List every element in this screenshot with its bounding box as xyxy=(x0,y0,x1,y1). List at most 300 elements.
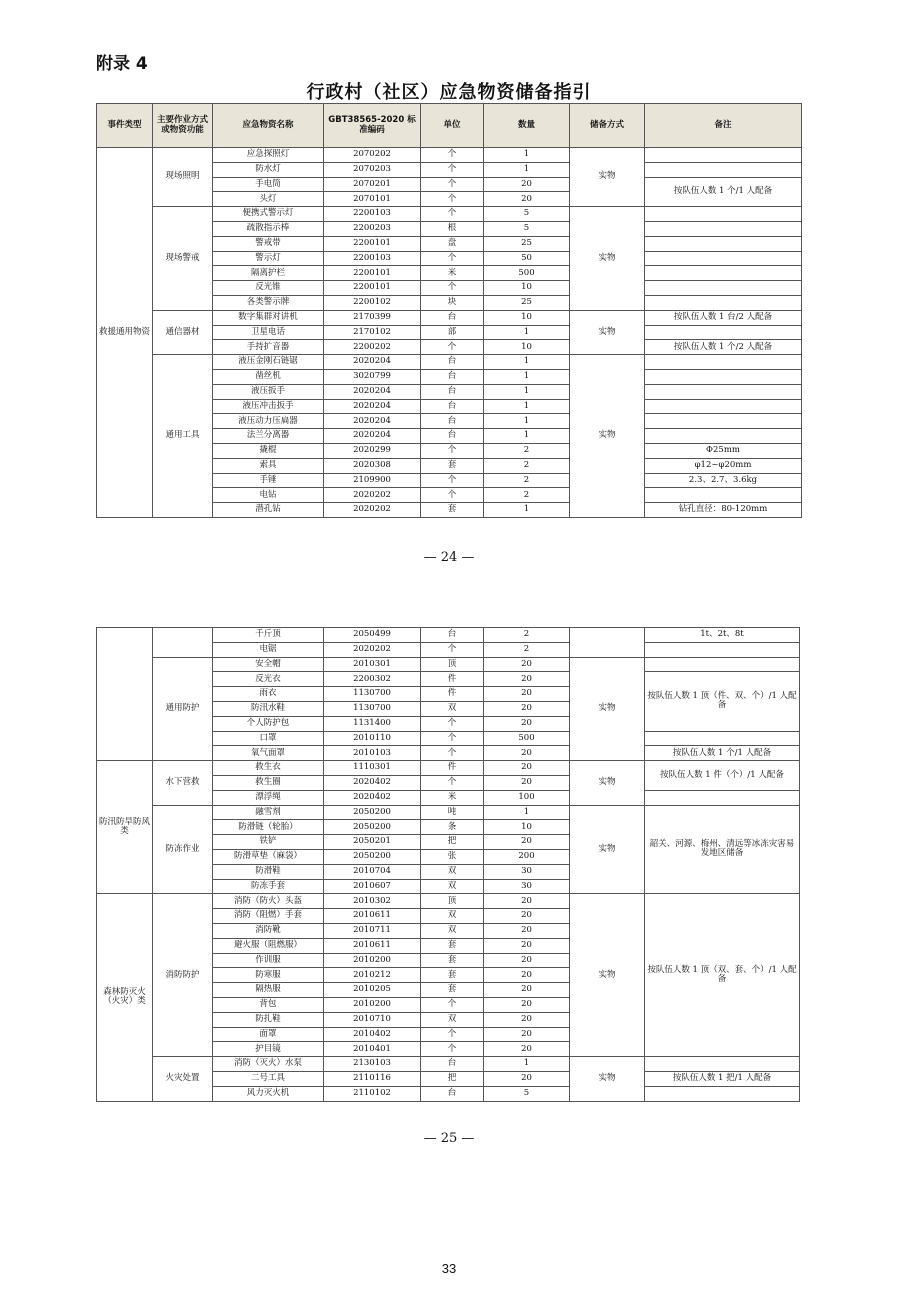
quantity-cell: 1 xyxy=(484,399,570,414)
standard-code-cell: 2010611 xyxy=(324,938,421,953)
table-body xyxy=(97,148,802,518)
method-cell: 现场照明 xyxy=(153,148,213,207)
quantity-cell: 20 xyxy=(484,657,570,672)
standard-code-cell: 2070203 xyxy=(324,162,421,177)
unit-cell: 件 xyxy=(421,761,484,776)
remark-cell xyxy=(645,657,800,672)
quantity-cell: 20 xyxy=(484,177,570,192)
method-cell: 消防防护 xyxy=(153,894,213,1057)
material-name-cell: 法兰分离器 xyxy=(213,429,324,444)
unit-cell: 件 xyxy=(421,672,484,687)
standard-code-cell: 2200101 xyxy=(324,281,421,296)
quantity-cell: 50 xyxy=(484,251,570,266)
unit-cell: 条 xyxy=(421,820,484,835)
material-name-cell: 防滑草垫（麻袋） xyxy=(213,849,324,864)
material-name-cell: 背包 xyxy=(213,997,324,1012)
material-name-cell: 消防（灭火）水泵 xyxy=(213,1057,324,1072)
remark-cell xyxy=(645,399,802,414)
remark-cell xyxy=(645,369,802,384)
material-name-cell: 撬棍 xyxy=(213,443,324,458)
remark-cell xyxy=(645,325,802,340)
unit-cell: 台 xyxy=(421,1057,484,1072)
standard-code-cell: 2200103 xyxy=(324,251,421,266)
quantity-cell: 20 xyxy=(484,953,570,968)
quantity-cell: 10 xyxy=(484,310,570,325)
remark-cell xyxy=(645,207,802,222)
remark-cell: 按队伍人数 1 件（个）/1 人配备 xyxy=(645,761,800,791)
unit-cell: 双 xyxy=(421,1012,484,1027)
material-name-cell: 消防（防火）头盔 xyxy=(213,894,324,909)
material-name-cell: 液压扳手 xyxy=(213,384,324,399)
quantity-cell: 1 xyxy=(484,429,570,444)
unit-cell: 双 xyxy=(421,909,484,924)
remark-cell xyxy=(645,642,800,657)
unit-cell: 个 xyxy=(421,716,484,731)
unit-cell: 个 xyxy=(421,731,484,746)
material-name-cell: 救生衣 xyxy=(213,761,324,776)
unit-cell: 个 xyxy=(421,162,484,177)
storage-mode-cell: 实物 xyxy=(570,761,645,805)
material-name-cell: 防冻手套 xyxy=(213,879,324,894)
quantity-cell: 20 xyxy=(484,894,570,909)
unit-cell: 个 xyxy=(421,281,484,296)
table-row xyxy=(97,894,800,909)
standard-code-cell: 2020204 xyxy=(324,384,421,399)
material-name-cell: 氧气面罩 xyxy=(213,746,324,761)
materials-table-part2 xyxy=(96,627,800,1102)
unit-cell: 部 xyxy=(421,325,484,340)
quantity-cell: 2 xyxy=(484,458,570,473)
unit-cell: 双 xyxy=(421,701,484,716)
page-number-25: — 25 — xyxy=(423,1131,475,1146)
standard-code-cell: 2200102 xyxy=(324,295,421,310)
quantity-cell: 1 xyxy=(484,148,570,163)
quantity-cell: 20 xyxy=(484,983,570,998)
standard-code-cell: 2020204 xyxy=(324,429,421,444)
method-cell: 通用工具 xyxy=(153,355,213,518)
unit-cell: 个 xyxy=(421,473,484,488)
unit-cell: 根 xyxy=(421,221,484,236)
material-name-cell: 防滑鞋 xyxy=(213,864,324,879)
standard-code-cell: 2130103 xyxy=(324,1057,421,1072)
remark-cell: 按队伍人数 1 个/1 人配备 xyxy=(645,177,802,207)
method-cell: 防冻作业 xyxy=(153,805,213,894)
appendix-label: 附录 4 xyxy=(96,54,148,74)
quantity-cell: 20 xyxy=(484,1012,570,1027)
standard-code-cell: 2020299 xyxy=(324,443,421,458)
remark-cell: 按队伍人数 1 顶（件、双、个）/1 人配备 xyxy=(645,672,800,731)
material-name-cell: 液压动力压扁器 xyxy=(213,414,324,429)
standard-code-cell: 3020799 xyxy=(324,369,421,384)
unit-cell: 个 xyxy=(421,192,484,207)
unit-cell: 套 xyxy=(421,938,484,953)
standard-code-cell: 2010205 xyxy=(324,983,421,998)
material-name-cell: 救生圈 xyxy=(213,775,324,790)
standard-code-cell: 2050200 xyxy=(324,820,421,835)
unit-cell: 台 xyxy=(421,1086,484,1101)
unit-cell: 双 xyxy=(421,864,484,879)
material-name-cell: 防扎鞋 xyxy=(213,1012,324,1027)
material-name-cell: 面罩 xyxy=(213,1027,324,1042)
table-header-row xyxy=(97,104,802,148)
quantity-cell: 200 xyxy=(484,849,570,864)
method-cell: 火灾处置 xyxy=(153,1057,213,1101)
material-name-cell: 二号工具 xyxy=(213,1071,324,1086)
quantity-cell: 20 xyxy=(484,835,570,850)
material-name-cell: 头灯 xyxy=(213,192,324,207)
material-name-cell: 手电筒 xyxy=(213,177,324,192)
material-name-cell: 隔热服 xyxy=(213,983,324,998)
storage-mode-cell: 实物 xyxy=(570,355,645,518)
unit-cell: 件 xyxy=(421,687,484,702)
material-name-cell: 雨衣 xyxy=(213,687,324,702)
unit-cell: 台 xyxy=(421,369,484,384)
quantity-cell: 10 xyxy=(484,340,570,355)
unit-cell: 套 xyxy=(421,503,484,518)
material-name-cell: 安全帽 xyxy=(213,657,324,672)
remark-cell: 钻孔直径：80-120mm xyxy=(645,503,802,518)
table-row xyxy=(97,805,800,820)
remark-cell xyxy=(645,384,802,399)
standard-code-cell: 2010704 xyxy=(324,864,421,879)
quantity-cell: 10 xyxy=(484,820,570,835)
remark-cell xyxy=(645,281,802,296)
unit-cell: 吨 xyxy=(421,805,484,820)
material-name-cell: 便携式警示灯 xyxy=(213,207,324,222)
remark-cell: 按队伍人数 1 顶（双、套、个）/1 人配备 xyxy=(645,894,800,1057)
unit-cell: 个 xyxy=(421,997,484,1012)
standard-code-cell: 2010103 xyxy=(324,746,421,761)
unit-cell: 米 xyxy=(421,266,484,281)
standard-code-cell: 2020202 xyxy=(324,488,421,503)
material-name-cell: 风力灭火机 xyxy=(213,1086,324,1101)
method-cell: 水下营救 xyxy=(153,761,213,805)
remark-cell: 按队伍人数 1 个/2 人配备 xyxy=(645,340,802,355)
material-name-cell: 融雪剂 xyxy=(213,805,324,820)
page-number-footer: 33 xyxy=(441,1261,457,1276)
table-body xyxy=(97,628,800,1102)
unit-cell: 顶 xyxy=(421,657,484,672)
header-standard-code: GBT38565-2020 标准编码 xyxy=(324,104,421,148)
standard-code-cell: 1130700 xyxy=(324,687,421,702)
standard-code-cell: 2070202 xyxy=(324,148,421,163)
material-name-cell: 手锤 xyxy=(213,473,324,488)
remark-cell xyxy=(645,1086,800,1101)
unit-cell: 个 xyxy=(421,1042,484,1057)
materials-table-part1 xyxy=(96,103,802,518)
storage-mode-cell xyxy=(570,628,645,658)
remark-cell xyxy=(645,429,802,444)
quantity-cell: 20 xyxy=(484,1027,570,1042)
storage-mode-cell: 实物 xyxy=(570,1057,645,1101)
standard-code-cell: 2010302 xyxy=(324,894,421,909)
header-storage-mode: 储备方式 xyxy=(570,104,645,148)
remark-cell xyxy=(645,731,800,746)
remark-cell xyxy=(645,1057,800,1072)
method-cell: 现场警戒 xyxy=(153,207,213,311)
event-type-cell xyxy=(97,628,153,761)
unit-cell: 双 xyxy=(421,923,484,938)
remark-cell xyxy=(645,295,802,310)
quantity-cell: 2 xyxy=(484,443,570,458)
standard-code-cell: 1130700 xyxy=(324,701,421,716)
header-material-name: 应急物资名称 xyxy=(213,104,324,148)
unit-cell: 米 xyxy=(421,790,484,805)
standard-code-cell: 2200101 xyxy=(324,266,421,281)
event-type-cell: 救援通用物资 xyxy=(97,148,153,518)
material-name-cell: 疏散指示棒 xyxy=(213,221,324,236)
material-name-cell: 防汛水鞋 xyxy=(213,701,324,716)
standard-code-cell: 2070201 xyxy=(324,177,421,192)
quantity-cell: 20 xyxy=(484,1042,570,1057)
unit-cell: 把 xyxy=(421,1071,484,1086)
table-row xyxy=(97,148,802,163)
method-cell: 通信器材 xyxy=(153,310,213,354)
unit-cell: 台 xyxy=(421,399,484,414)
table-row xyxy=(97,1057,800,1072)
unit-cell: 台 xyxy=(421,384,484,399)
standard-code-cell: 2010200 xyxy=(324,997,421,1012)
page-title: 行政村（社区）应急物资储备指引 xyxy=(306,82,592,103)
unit-cell: 台 xyxy=(421,414,484,429)
quantity-cell: 20 xyxy=(484,701,570,716)
quantity-cell: 1 xyxy=(484,355,570,370)
standard-code-cell: 2050200 xyxy=(324,849,421,864)
material-name-cell: 数字集群对讲机 xyxy=(213,310,324,325)
remark-cell xyxy=(645,162,802,177)
remark-cell xyxy=(645,790,800,805)
material-name-cell: 铁铲 xyxy=(213,835,324,850)
material-name-cell: 消防靴 xyxy=(213,923,324,938)
unit-cell: 个 xyxy=(421,775,484,790)
unit-cell: 台 xyxy=(421,355,484,370)
material-name-cell: 应急探照灯 xyxy=(213,148,324,163)
quantity-cell: 5 xyxy=(484,207,570,222)
standard-code-cell: 2200103 xyxy=(324,207,421,222)
remark-cell: 韶关、河源、梅州、清远等冰冻灾害易发地区储备 xyxy=(645,805,800,894)
quantity-cell: 20 xyxy=(484,687,570,702)
material-name-cell: 隔离护栏 xyxy=(213,266,324,281)
event-type-cell: 森林防灭火（火灾）类 xyxy=(97,894,153,1101)
unit-cell: 台 xyxy=(421,429,484,444)
quantity-cell: 1 xyxy=(484,805,570,820)
material-name-cell: 电钻 xyxy=(213,488,324,503)
quantity-cell: 1 xyxy=(484,325,570,340)
material-name-cell: 潜孔钻 xyxy=(213,503,324,518)
quantity-cell: 20 xyxy=(484,761,570,776)
standard-code-cell: 2050201 xyxy=(324,835,421,850)
unit-cell: 个 xyxy=(421,488,484,503)
quantity-cell: 2 xyxy=(484,473,570,488)
unit-cell: 个 xyxy=(421,1027,484,1042)
quantity-cell: 2 xyxy=(484,642,570,657)
unit-cell: 套 xyxy=(421,458,484,473)
storage-mode-cell: 实物 xyxy=(570,657,645,761)
quantity-cell: 20 xyxy=(484,909,570,924)
unit-cell: 顶 xyxy=(421,894,484,909)
remark-cell xyxy=(645,148,802,163)
quantity-cell: 20 xyxy=(484,672,570,687)
remark-cell: φ12~φ20mm xyxy=(645,458,802,473)
material-name-cell: 防水灯 xyxy=(213,162,324,177)
quantity-cell: 5 xyxy=(484,221,570,236)
quantity-cell: 2 xyxy=(484,488,570,503)
header-method: 主要作业方式或物资功能 xyxy=(153,104,213,148)
header-remark: 备注 xyxy=(645,104,802,148)
standard-code-cell: 2020204 xyxy=(324,399,421,414)
remark-cell: 2.3、2.7、3.6kg xyxy=(645,473,802,488)
unit-cell: 台 xyxy=(421,628,484,643)
unit-cell: 个 xyxy=(421,340,484,355)
standard-code-cell: 2010301 xyxy=(324,657,421,672)
unit-cell: 套 xyxy=(421,953,484,968)
quantity-cell: 25 xyxy=(484,236,570,251)
remark-cell: 按队伍人数 1 个/1 人配备 xyxy=(645,746,800,761)
quantity-cell: 20 xyxy=(484,775,570,790)
material-name-cell: 警戒带 xyxy=(213,236,324,251)
material-name-cell: 避火服（阻燃服） xyxy=(213,938,324,953)
page-number-24: — 24 — xyxy=(423,550,475,565)
material-name-cell: 各类警示牌 xyxy=(213,295,324,310)
method-cell: 通用防护 xyxy=(153,657,213,761)
material-name-cell: 索具 xyxy=(213,458,324,473)
standard-code-cell: 2010711 xyxy=(324,923,421,938)
unit-cell: 把 xyxy=(421,835,484,850)
unit-cell: 台 xyxy=(421,310,484,325)
standard-code-cell: 2010611 xyxy=(324,909,421,924)
quantity-cell: 1 xyxy=(484,384,570,399)
unit-cell: 盘 xyxy=(421,236,484,251)
remark-cell xyxy=(645,355,802,370)
material-name-cell: 防滑链（轮胎） xyxy=(213,820,324,835)
storage-mode-cell: 实物 xyxy=(570,148,645,207)
quantity-cell: 500 xyxy=(484,266,570,281)
unit-cell: 个 xyxy=(421,207,484,222)
storage-mode-cell: 实物 xyxy=(570,894,645,1057)
quantity-cell: 30 xyxy=(484,879,570,894)
storage-mode-cell: 实物 xyxy=(570,207,645,311)
standard-code-cell: 2050499 xyxy=(324,628,421,643)
remark-cell: Φ25mm xyxy=(645,443,802,458)
standard-code-cell: 2020204 xyxy=(324,414,421,429)
standard-code-cell: 2020402 xyxy=(324,775,421,790)
quantity-cell: 20 xyxy=(484,746,570,761)
standard-code-cell: 2010110 xyxy=(324,731,421,746)
quantity-cell: 2 xyxy=(484,628,570,643)
standard-code-cell: 2070101 xyxy=(324,192,421,207)
remark-cell: 按队伍人数 1 把/1 人配备 xyxy=(645,1071,800,1086)
table-row xyxy=(97,761,800,776)
standard-code-cell: 2200203 xyxy=(324,221,421,236)
event-type-cell: 防汛防旱防风类 xyxy=(97,761,153,894)
quantity-cell: 20 xyxy=(484,968,570,983)
material-name-cell: 反光衣 xyxy=(213,672,324,687)
standard-code-cell: 2200302 xyxy=(324,672,421,687)
storage-mode-cell: 实物 xyxy=(570,310,645,354)
material-name-cell: 个人防护包 xyxy=(213,716,324,731)
unit-cell: 个 xyxy=(421,148,484,163)
remark-cell xyxy=(645,221,802,236)
standard-code-cell: 2020202 xyxy=(324,503,421,518)
material-name-cell: 警示灯 xyxy=(213,251,324,266)
quantity-cell: 25 xyxy=(484,295,570,310)
material-name-cell: 卫星电话 xyxy=(213,325,324,340)
standard-code-cell: 2010710 xyxy=(324,1012,421,1027)
unit-cell: 双 xyxy=(421,879,484,894)
material-name-cell: 护目镜 xyxy=(213,1042,324,1057)
standard-code-cell: 2010200 xyxy=(324,953,421,968)
header-unit: 单位 xyxy=(421,104,484,148)
remark-cell xyxy=(645,414,802,429)
unit-cell: 个 xyxy=(421,443,484,458)
quantity-cell: 5 xyxy=(484,1086,570,1101)
quantity-cell: 1 xyxy=(484,503,570,518)
material-name-cell: 反光锥 xyxy=(213,281,324,296)
standard-code-cell: 2050200 xyxy=(324,805,421,820)
quantity-cell: 30 xyxy=(484,864,570,879)
standard-code-cell: 2010401 xyxy=(324,1042,421,1057)
unit-cell: 个 xyxy=(421,177,484,192)
material-name-cell: 液压金刚石链锯 xyxy=(213,355,324,370)
standard-code-cell: 2010607 xyxy=(324,879,421,894)
unit-cell: 个 xyxy=(421,251,484,266)
unit-cell: 个 xyxy=(421,746,484,761)
material-name-cell: 防寒服 xyxy=(213,968,324,983)
remark-cell: 按队伍人数 1 台/2 人配备 xyxy=(645,310,802,325)
material-name-cell: 消防（阻燃）手套 xyxy=(213,909,324,924)
material-name-cell: 凿丝机 xyxy=(213,369,324,384)
standard-code-cell: 2020204 xyxy=(324,355,421,370)
standard-code-cell: 2010212 xyxy=(324,968,421,983)
unit-cell: 套 xyxy=(421,968,484,983)
material-name-cell: 漂浮绳 xyxy=(213,790,324,805)
standard-code-cell: 2020402 xyxy=(324,790,421,805)
remark-cell xyxy=(645,266,802,281)
material-name-cell: 口罩 xyxy=(213,731,324,746)
method-cell xyxy=(153,628,213,658)
quantity-cell: 1 xyxy=(484,414,570,429)
table-row xyxy=(97,310,802,325)
quantity-cell: 20 xyxy=(484,1071,570,1086)
standard-code-cell: 2200101 xyxy=(324,236,421,251)
quantity-cell: 20 xyxy=(484,716,570,731)
standard-code-cell: 2010402 xyxy=(324,1027,421,1042)
standard-code-cell: 2200202 xyxy=(324,340,421,355)
quantity-cell: 20 xyxy=(484,938,570,953)
standard-code-cell: 2020202 xyxy=(324,642,421,657)
standard-code-cell: 1131400 xyxy=(324,716,421,731)
unit-cell: 套 xyxy=(421,983,484,998)
quantity-cell: 1 xyxy=(484,1057,570,1072)
remark-cell xyxy=(645,488,802,503)
quantity-cell: 10 xyxy=(484,281,570,296)
quantity-cell: 1 xyxy=(484,162,570,177)
material-name-cell: 电锯 xyxy=(213,642,324,657)
quantity-cell: 1 xyxy=(484,369,570,384)
material-name-cell: 液压冲击扳手 xyxy=(213,399,324,414)
unit-cell: 个 xyxy=(421,642,484,657)
table-row xyxy=(97,657,800,672)
table-row xyxy=(97,628,800,643)
standard-code-cell: 2170399 xyxy=(324,310,421,325)
table-row xyxy=(97,355,802,370)
quantity-cell: 20 xyxy=(484,192,570,207)
header-event-type: 事件类型 xyxy=(97,104,153,148)
quantity-cell: 20 xyxy=(484,923,570,938)
standard-code-cell: 2110102 xyxy=(324,1086,421,1101)
header-quantity: 数量 xyxy=(484,104,570,148)
remark-cell xyxy=(645,236,802,251)
